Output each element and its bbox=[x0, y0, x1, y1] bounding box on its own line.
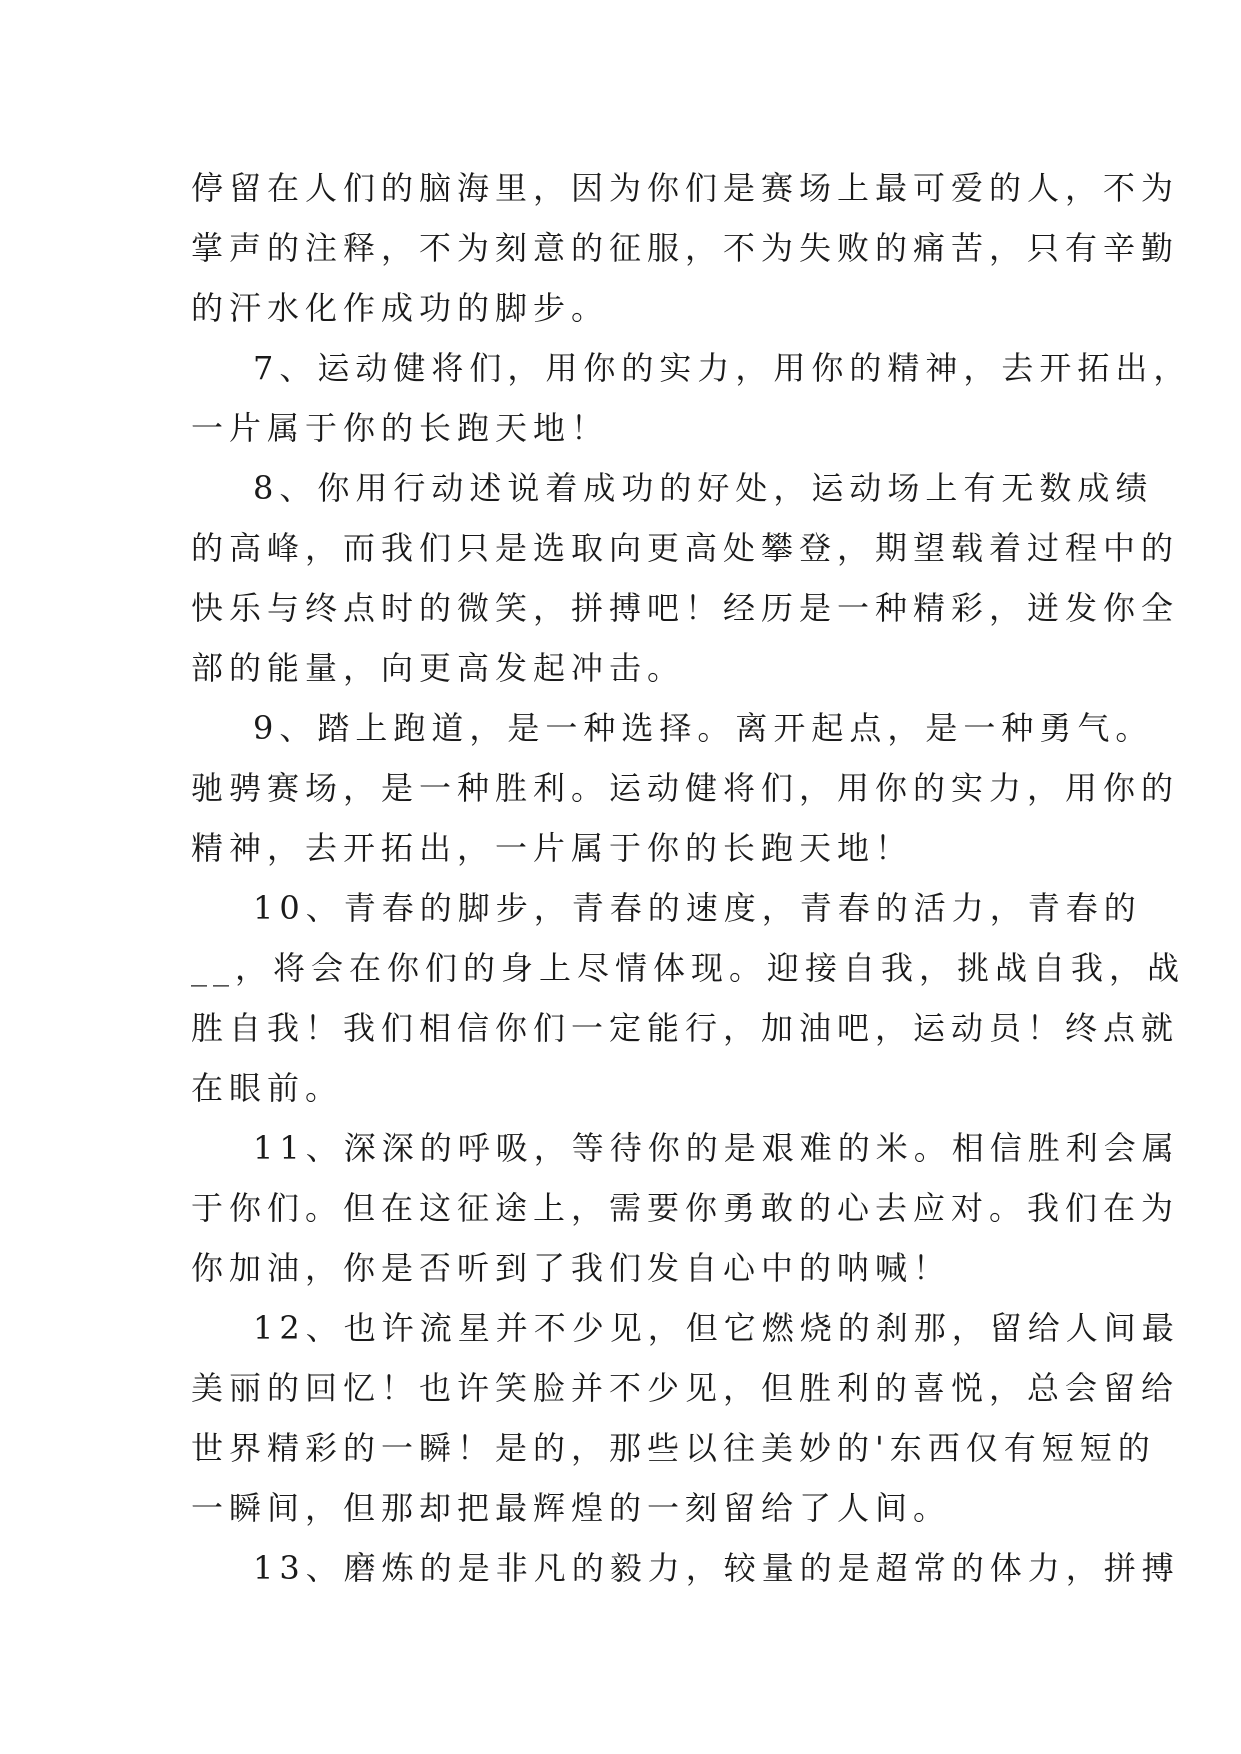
text-line: 的汗水化作成功的脚步。 bbox=[191, 289, 610, 327]
paragraph-start-line: 10、青春的脚步，青春的速度，青春的活力，青春的 bbox=[253, 889, 1142, 927]
document-body bbox=[191, 158, 1192, 1598]
paragraph-start-line: 8、你用行动述说着成功的好处，运动场上有无数成绩 bbox=[253, 469, 1154, 507]
paragraph-start-line: 9、踏上跑道，是一种选择。离开起点，是一种勇气。 bbox=[253, 709, 1154, 747]
text-line: 你加油，你是否听到了我们发自心中的呐喊！ bbox=[191, 1249, 952, 1287]
text-line: 美丽的回忆！也许笑脸并不少见，但胜利的喜悦，总会留给 bbox=[191, 1369, 1180, 1407]
text-line: 精神，去开拓出，一片属于你的长跑天地！ bbox=[191, 829, 914, 867]
text-line: 胜自我！我们相信你们一定能行，加油吧，运动员！终点就 bbox=[191, 1009, 1180, 1047]
text-line: 的高峰，而我们只是选取向更高处攀登，期望载着过程中的 bbox=[191, 529, 1180, 567]
text-line: 部的能量，向更高发起冲击。 bbox=[191, 649, 686, 687]
text-line: __，将会在你们的身上尽情体现。迎接自我，挑战自我，战 bbox=[191, 949, 1186, 987]
text-line: 快乐与终点时的微笑，拼搏吧！经历是一种精彩，迸发你全 bbox=[191, 589, 1180, 627]
paragraph-start-line: 7、运动健将们，用你的实力，用你的精神，去开拓出， bbox=[253, 349, 1192, 387]
paragraph-start-line: 11、深深的呼吸，等待你的是艰难的米。相信胜利会属 bbox=[253, 1129, 1180, 1167]
text-line: 于你们。但在这征途上，需要你勇敢的心去应对。我们在为 bbox=[191, 1189, 1180, 1227]
text-line: 停留在人们的脑海里，因为你们是赛场上最可爱的人，不为 bbox=[191, 169, 1180, 207]
text-line: 驰骋赛场，是一种胜利。运动健将们，用你的实力，用你的 bbox=[191, 769, 1180, 807]
text-line: 在眼前。 bbox=[191, 1069, 344, 1107]
text-line: 掌声的注释，不为刻意的征服，不为失败的痛苦，只有辛勤 bbox=[191, 229, 1180, 267]
text-line: 一片属于你的长跑天地！ bbox=[191, 409, 610, 447]
text-line: 一瞬间，但那却把最辉煌的一刻留给了人间。 bbox=[191, 1489, 952, 1527]
text-line: 世界精彩的一瞬！是的，那些以往美妙的'东西仅有短短的 bbox=[191, 1429, 1156, 1467]
paragraph-start-line: 13、磨炼的是非凡的毅力，较量的是超常的体力，拼搏 bbox=[253, 1549, 1180, 1587]
paragraph-start-line: 12、也许流星并不少见，但它燃烧的刹那，留给人间最 bbox=[253, 1309, 1180, 1347]
